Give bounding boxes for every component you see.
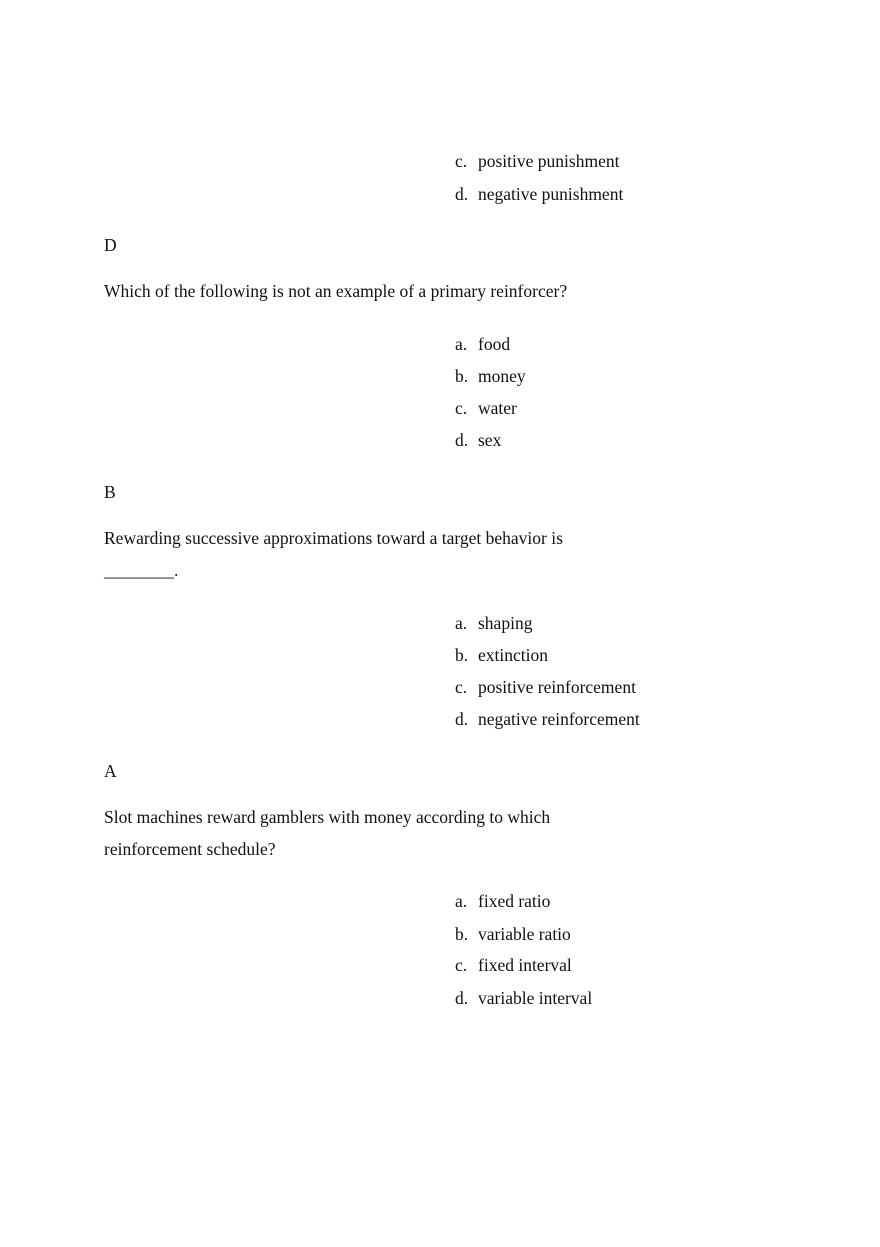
answer-key: D bbox=[104, 235, 117, 255]
question-text: Rewarding successive approximations toward a target behavior is bbox=[104, 528, 563, 548]
option-b: b. money bbox=[455, 366, 526, 386]
option-d: d. sex bbox=[455, 430, 502, 450]
question-text-line2: reinforcement schedule? bbox=[104, 839, 276, 859]
option-a: a. food bbox=[455, 334, 511, 354]
question-blank: ________. bbox=[104, 560, 179, 580]
option-c: c. positive punishment bbox=[455, 151, 620, 171]
option-c: c. fixed interval bbox=[455, 955, 572, 975]
question-text: Which of the following is not an example of a primary reinforcer? bbox=[104, 281, 568, 301]
option-d: d. negative punishment bbox=[455, 184, 624, 204]
option-c: c. positive reinforcement bbox=[455, 677, 636, 697]
option-d: d. negative reinforcement bbox=[455, 709, 640, 729]
question-text: Slot machines reward gamblers with money according to which bbox=[104, 807, 551, 827]
option-b: b. extinction bbox=[455, 645, 548, 665]
option-b: b. variable ratio bbox=[455, 924, 571, 944]
option-a: a. fixed ratio bbox=[455, 891, 551, 911]
option-a: a. shaping bbox=[455, 613, 533, 633]
answer-key: B bbox=[104, 482, 116, 502]
option-c: c. water bbox=[455, 398, 517, 418]
answer-key: A bbox=[104, 761, 117, 781]
option-d: d. variable interval bbox=[455, 988, 593, 1008]
